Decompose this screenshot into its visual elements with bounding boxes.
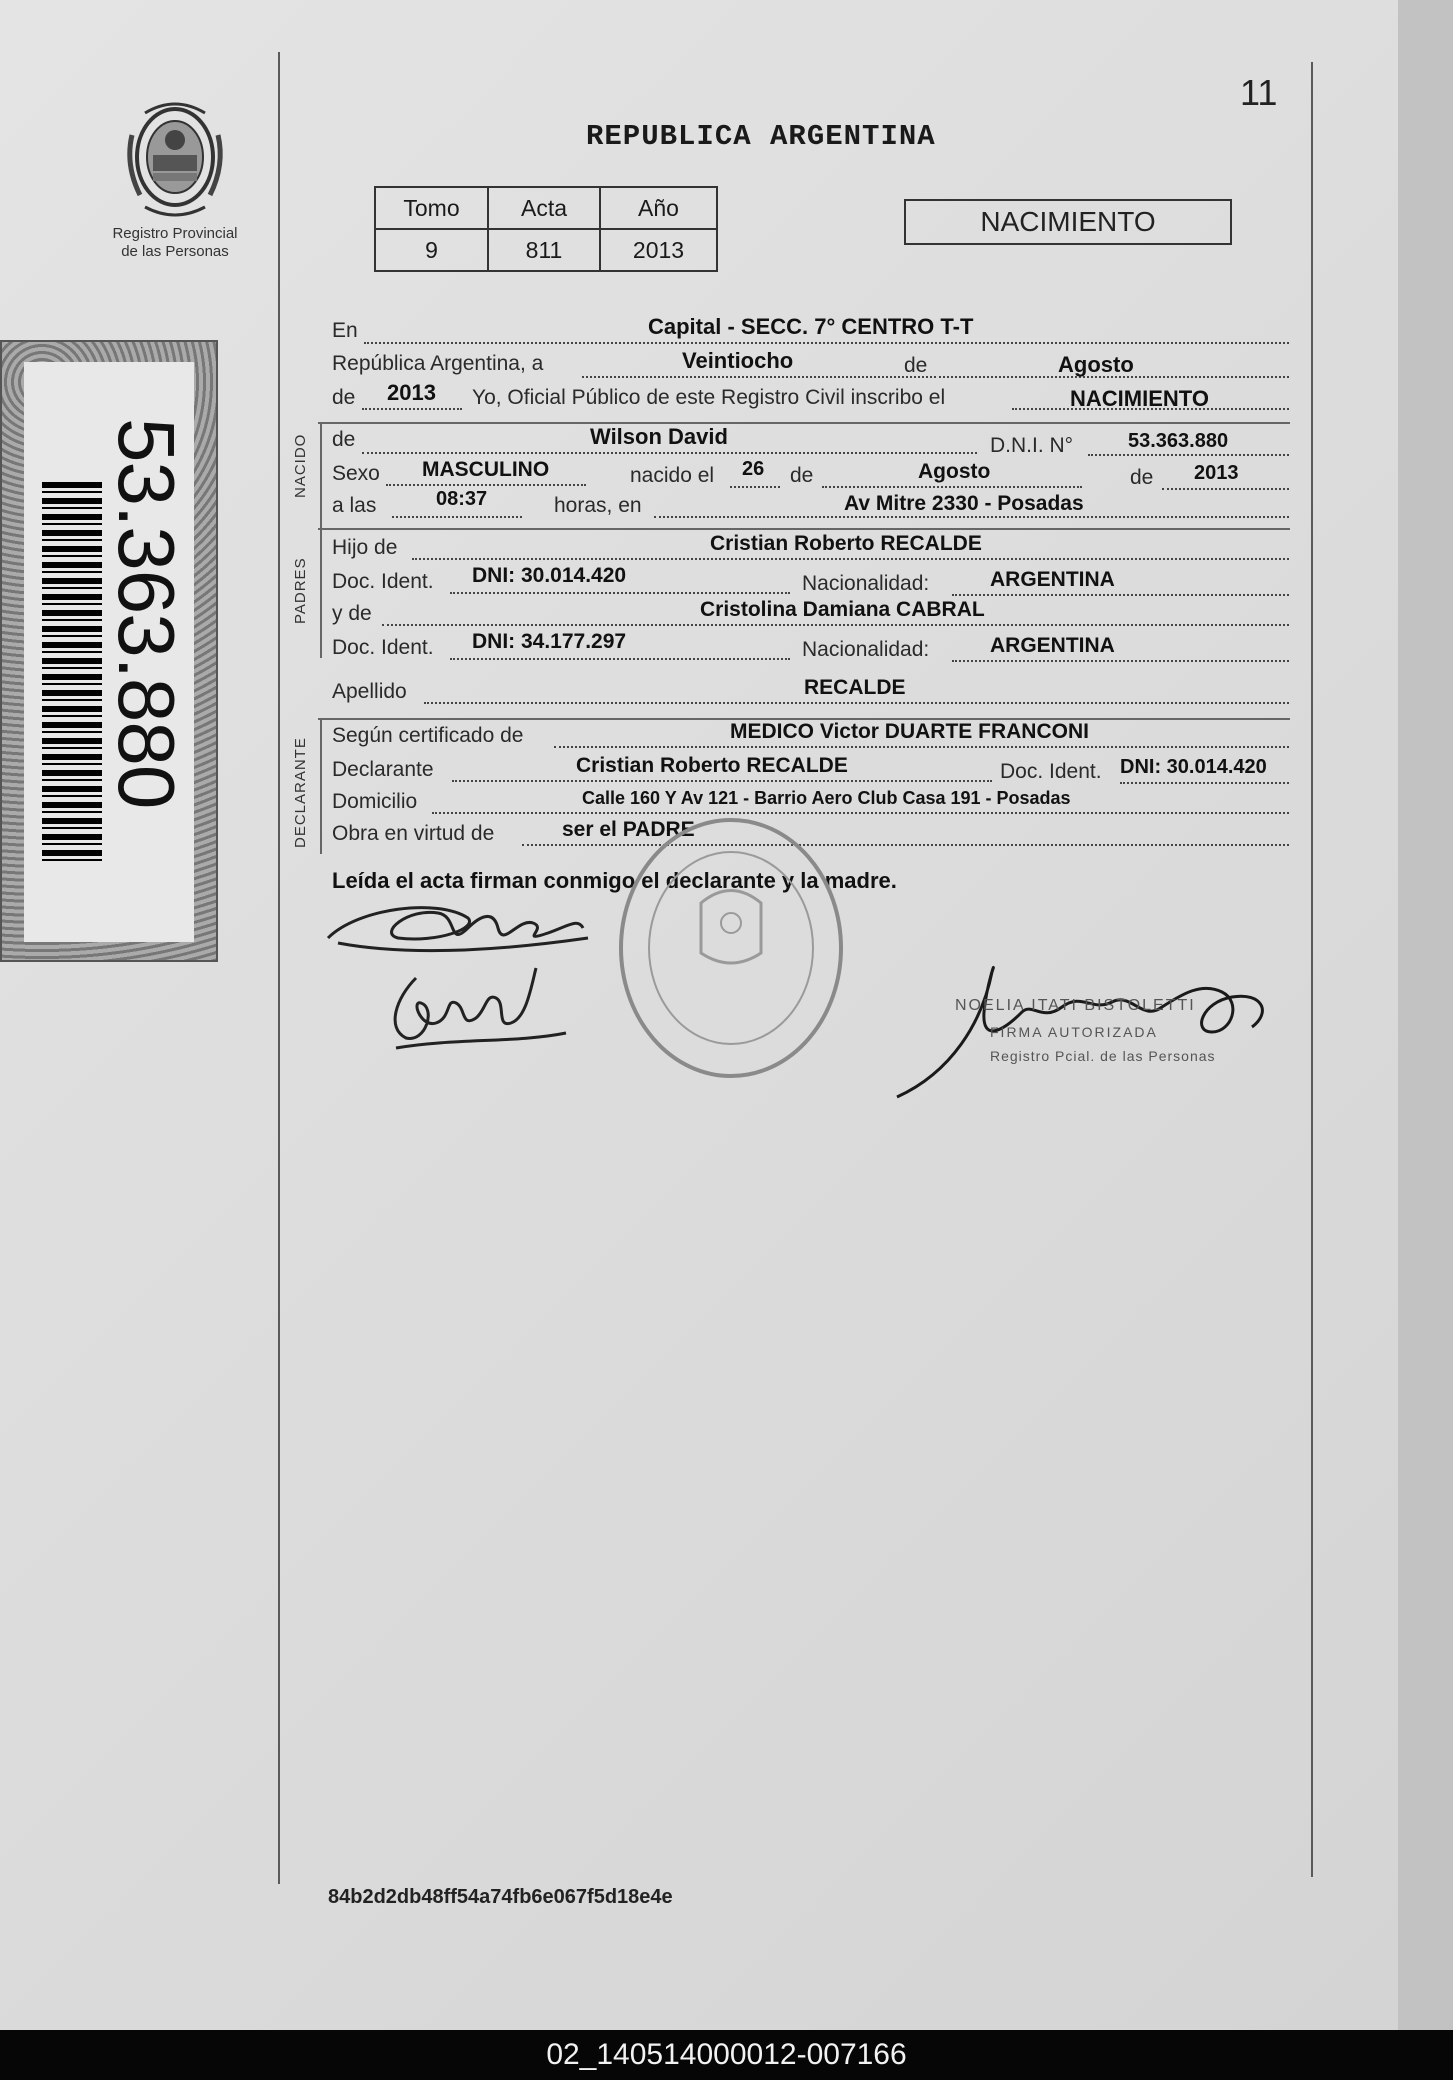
hora-value: 08:37 xyxy=(436,488,488,510)
row-padre-doc xyxy=(332,564,1289,598)
nacido-de-label: de xyxy=(790,464,814,487)
declarante-doc-value: DNI: 30.014.420 xyxy=(1120,756,1267,778)
provincial-seal xyxy=(100,95,250,275)
file-id: 02_140514000012-007166 xyxy=(546,2038,907,2071)
official-name: NOELIA ITATI BISTOLETTI xyxy=(955,997,1196,1014)
right-border-line xyxy=(1311,62,1313,1877)
sexo-value: MASCULINO xyxy=(422,458,550,481)
mother-signature xyxy=(376,948,576,1058)
official-office: Registro Pcial. de las Personas xyxy=(990,1048,1216,1064)
nacido-label: NACIDO xyxy=(292,433,309,498)
padres-bar xyxy=(320,530,322,658)
declarante-bar xyxy=(320,720,322,854)
apellido-label: Apellido xyxy=(332,680,407,703)
domicilio-label: Domicilio xyxy=(332,790,418,813)
row-sexo xyxy=(332,458,1289,492)
row-oficial xyxy=(332,380,1289,418)
sexo-label: Sexo xyxy=(332,462,380,485)
en-label: En xyxy=(332,319,358,342)
registry-stamp-icon xyxy=(606,808,856,1088)
barcode-number: 53.363.880 xyxy=(102,418,191,809)
nacido-bar xyxy=(320,424,322,528)
madre-value: Cristolina Damiana CABRAL xyxy=(700,598,985,621)
official-role: FIRMA AUTORIZADA xyxy=(990,1024,1158,1040)
republica-label: República Argentina, a xyxy=(332,352,544,375)
nacido-de3-label: de xyxy=(1130,466,1154,489)
file-id-bar xyxy=(0,2030,1453,2080)
nacido-dia-value: 26 xyxy=(742,458,765,480)
a-las-label: a las xyxy=(332,494,377,517)
padre-value: Cristian Roberto RECALDE xyxy=(710,532,982,555)
row-y-de xyxy=(332,598,1289,632)
value-anio: 2013 xyxy=(600,229,717,271)
value-tomo: 9 xyxy=(375,229,488,271)
madre-doc-value: DNI: 34.177.297 xyxy=(472,630,627,653)
divider-padres xyxy=(318,528,1290,530)
document-hash: 84b2d2db48ff54a74fb6e067f5d18e4e xyxy=(328,1886,673,1908)
closing-statement: Leída el acta firman conmigo el declarante y la madre. xyxy=(332,868,897,893)
registry-table-header-row xyxy=(375,187,717,229)
padre-doc-label: Doc. Ident. xyxy=(332,570,434,593)
row-hora xyxy=(332,490,1289,524)
declarante-doc-label: Doc. Ident. xyxy=(1000,760,1102,783)
domicilio-value: Calle 160 Y Av 121 - Barrio Aero Club Casa 191 - Posadas xyxy=(582,788,1071,808)
obra-label: Obra en virtud de xyxy=(332,822,495,845)
declarante-label: DECLARANTE xyxy=(292,737,309,848)
scan-margin xyxy=(1398,0,1453,2030)
horas-en-label: horas, en xyxy=(554,494,642,517)
apellido-value: RECALDE xyxy=(804,676,906,699)
anio-value: 2013 xyxy=(387,380,436,405)
nacido-mes-value: Agosto xyxy=(918,460,991,483)
certificado-value: MEDICO Victor DUARTE FRANCONI xyxy=(730,720,1089,743)
en-value: Capital - SECC. 7° CENTRO T-T xyxy=(648,314,974,339)
header-anio: Año xyxy=(600,187,717,229)
y-de-label: y de xyxy=(332,602,372,625)
registry-table-value-row xyxy=(375,229,717,271)
de2-label: de xyxy=(332,386,356,409)
madre-doc-label: Doc. Ident. xyxy=(332,636,434,659)
seal-emblem-icon xyxy=(120,95,230,225)
lugar-value: Av Mitre 2330 - Posadas xyxy=(844,492,1084,515)
row-madre-doc xyxy=(332,630,1289,664)
nombre-value: Wilson David xyxy=(590,424,728,449)
dia-value: Veintiocho xyxy=(682,348,794,373)
nacido-el-label: nacido el xyxy=(630,464,715,487)
oficial-text: Yo, Oficial Público de este Registro Civil inscribo el xyxy=(472,386,946,409)
obra-value: ser el PADRE xyxy=(562,818,695,841)
nombre-de-label: de xyxy=(332,428,356,451)
row-certificado xyxy=(332,720,1289,754)
row-declarante xyxy=(332,752,1289,786)
dni-label: D.N.I. N° xyxy=(990,434,1074,457)
declarante-value: Cristian Roberto RECALDE xyxy=(576,754,848,777)
row-en xyxy=(332,314,1289,348)
registry-table xyxy=(374,186,718,272)
row-apellido xyxy=(332,674,1289,708)
padre-nac-value: ARGENTINA xyxy=(990,568,1115,591)
row-republica xyxy=(332,350,1289,384)
padre-nac-label: Nacionalidad: xyxy=(802,572,930,595)
document-type-box: NACIMIENTO xyxy=(904,199,1232,245)
madre-nac-value: ARGENTINA xyxy=(990,634,1115,657)
nacido-anio-value: 2013 xyxy=(1194,462,1239,484)
seal-caption-line1: Registro Provincial xyxy=(112,225,238,242)
row-hijo-de xyxy=(332,532,1289,566)
mes-value: Agosto xyxy=(1058,352,1134,377)
document-title: REPUBLICA ARGENTINA xyxy=(586,120,936,153)
dni-value: 53.363.880 xyxy=(1128,430,1229,452)
madre-nac-label: Nacionalidad: xyxy=(802,638,930,661)
value-acta: 811 xyxy=(488,229,600,271)
header-tomo: Tomo xyxy=(375,187,488,229)
row-nombre xyxy=(332,424,1289,458)
seal-caption-line2: de las Personas xyxy=(121,243,229,260)
barcode-icon xyxy=(42,482,102,862)
tipo-value: NACIMIENTO xyxy=(1070,386,1209,411)
header-acta: Acta xyxy=(488,187,600,229)
declarante-field-label: Declarante xyxy=(332,758,434,781)
hijo-de-label: Hijo de xyxy=(332,536,398,559)
de-label: de xyxy=(904,354,928,377)
padre-doc-value: DNI: 30.014.420 xyxy=(472,564,627,587)
page-number: 11 xyxy=(1240,72,1278,113)
certificado-label: Según certificado de xyxy=(332,724,524,747)
padres-label: PADRES xyxy=(292,557,309,624)
left-border-line xyxy=(278,52,280,1884)
